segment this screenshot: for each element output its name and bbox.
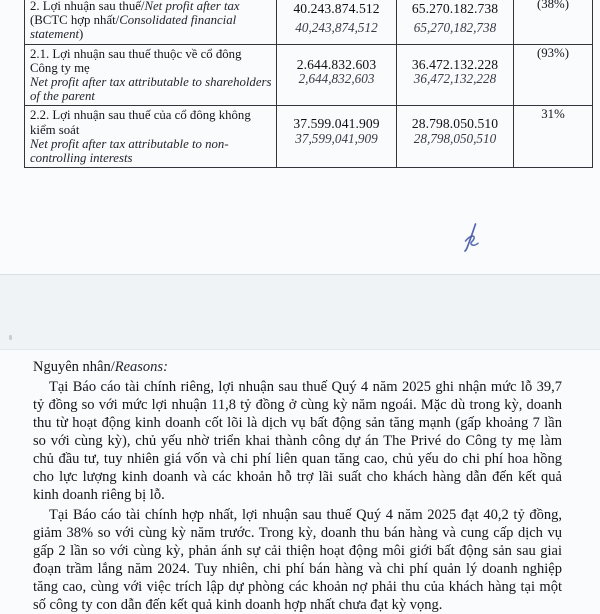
table-row [25, 44, 593, 106]
value-prior-period-alt: 65,270,182,738 [413, 20, 497, 36]
label-vi-2: (BCTC hợp nhất/ [30, 13, 120, 28]
value-prior-period: 28.798.050.510 [411, 116, 499, 132]
pct-change: 31% [514, 106, 593, 168]
label-close-paren: ) [79, 27, 84, 42]
reasons-heading-en: Reasons: [114, 359, 168, 375]
row-label-parent-shareholders [25, 44, 277, 106]
handwritten-ink-mark-icon [456, 221, 488, 253]
value-prior-period-alt: 36,472,132,228 [413, 70, 497, 86]
value-current-period: 40.243.874.512 [293, 1, 380, 16]
table-row [25, 106, 593, 168]
reasons-section [33, 358, 562, 614]
pct-change: (93%) [514, 44, 593, 106]
label-vi: 2.2. Lợi nhuận sau thuế của cổ đông không kiểm soát [30, 108, 251, 137]
financial-results-table [24, 0, 593, 168]
reasons-paragraph-separate-fs: Tại Báo cáo tài chính riêng, lợi nhuận sau thuế Quý 4 năm 2025 ghi nhận mức lỗ 39,7 tỷ đồng so với mức lợi nhuận 11,8 tỷ đồng ở cùng kỳ năm ngoái. Mặc dù trong kỳ, doanh thu từ hoạt động kinh doanh cốt lõi là dịch vụ bất động sản tăng mạnh (gấp khoảng 7 lần so với cùng kỳ), chủ yếu nhờ triển khai thành công dự án The Privé do Công ty mẹ làm chủ đầu tư, tuy nhiên giá vốn và chi phí liên quan tăng cao, chủ yếu do chi phí hoa hồng cho lực lượng kinh doanh và các khoản hỗ trợ lãi suất cho khách hàng dẫn đến kết quả kinh doanh riêng bị lỗ. [33, 379, 562, 503]
reasons-heading-vi: Nguyên nhân/ [33, 359, 115, 375]
value-current-period: 37.599.041.909 [293, 116, 380, 132]
value-prior-period: 36.472.132.228 [411, 56, 499, 72]
reasons-paragraph-consolidated-fs: Tại Báo cáo tài chính hợp nhất, lợi nhuận sau thuế Quý 4 năm 2025 đạt 40,2 tỷ đồng, giảm 38% so với cùng kỳ năm trước. Trong kỳ, doanh thu bán hàng và cung cấp dịch vụ gấp 2 lần so với cùng kỳ, phản ánh sự cải thiện hoạt động môi giới bất động sản sau giai đoạn trầm lắng năm 2024. Tuy nhiên, chi phí bán hàng và chi phí quản lý doanh nghiệp tăng cao, cùng với việc trích lập dự phòng các khoản nợ phải thu của khách hàng tại một số công ty con dẫn đến kết quả kinh doanh hợp nhất chưa đạt kỳ vọng. [33, 507, 562, 613]
row-label-non-controlling [25, 106, 277, 168]
value-prior-period-alt: 28,798,050,510 [413, 130, 497, 146]
label-vi: 2. Lợi nhuận sau thuế/ [30, 0, 145, 13]
label-en: Net profit after tax [144, 0, 240, 13]
value-current-period-alt: 40,243,874,512 [295, 20, 378, 36]
reasons-heading [33, 358, 562, 376]
row-label-net-profit [25, 0, 277, 44]
page-break-band [0, 274, 600, 350]
value-current-period-alt: 37,599,041,909 [295, 130, 378, 146]
label-en: Net profit after tax attributable to non-controlling interests [30, 136, 229, 166]
pct-change: (38%) [514, 0, 593, 44]
value-current-period: 2.644.832.603 [296, 56, 377, 72]
value-current-period-alt: 2,644,832,603 [298, 70, 375, 86]
table-row [25, 0, 593, 44]
label-vi: 2.1. Lợi nhuận sau thuế thuộc về cổ đông Công ty mẹ [30, 46, 242, 75]
scan-speck [9, 335, 12, 340]
value-prior-period: 65.270.182.738 [411, 1, 499, 16]
label-en-2: Consolidated financial statement [30, 13, 237, 42]
label-en: Net profit after tax attributable to shareholders of the parent [30, 75, 272, 104]
